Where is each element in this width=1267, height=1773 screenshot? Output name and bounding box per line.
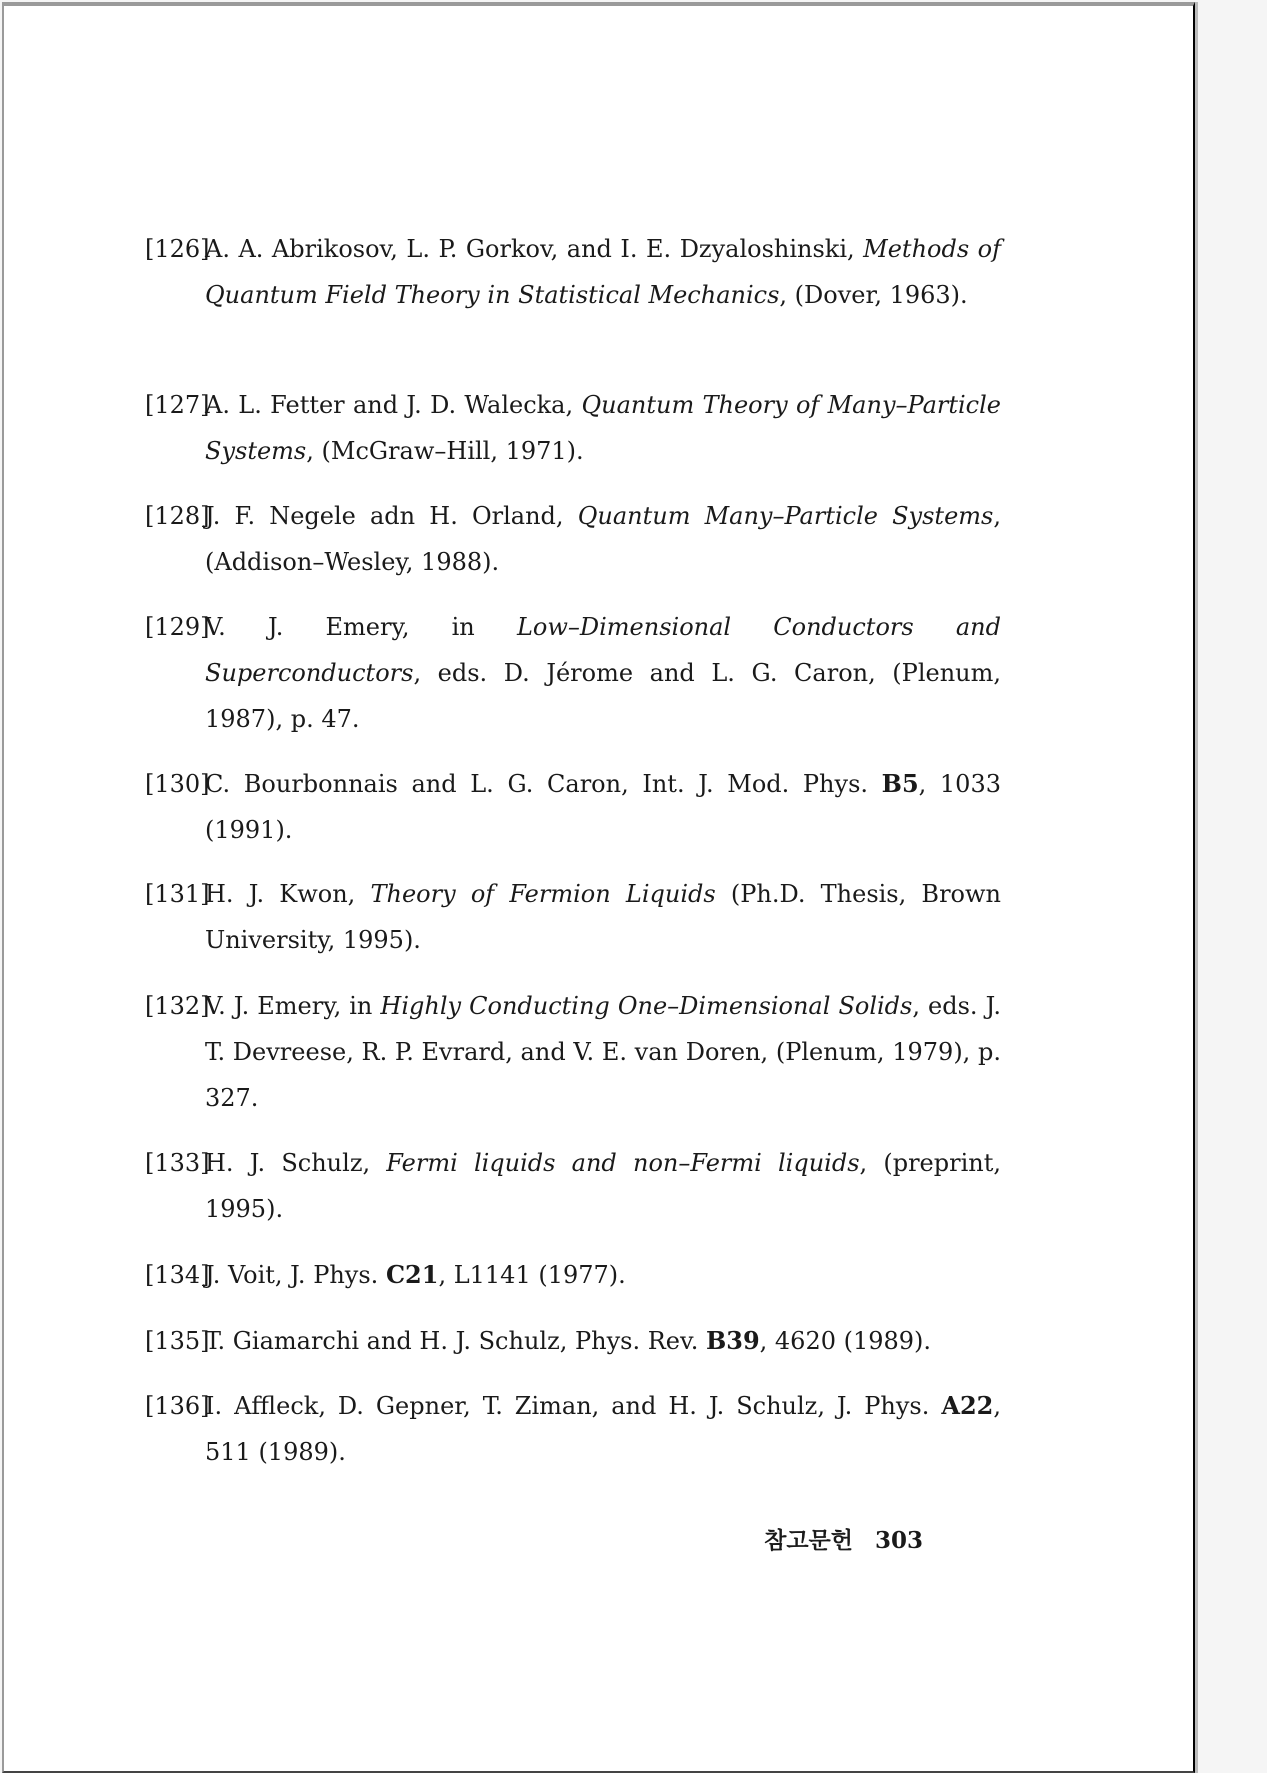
reference-segment: V. J. Emery, in <box>205 992 381 1020</box>
reference-entry <box>145 871 1001 963</box>
reference-title: Quantum Many–Particle Systems <box>577 502 994 530</box>
volume-number: A22 <box>941 1391 994 1420</box>
reference-entry <box>145 382 1001 474</box>
reference-title: Highly Conducting One–Dimensional Solids <box>380 992 913 1020</box>
reference-number: [126] <box>145 235 210 263</box>
reference-entry <box>145 1252 1001 1298</box>
reference-text <box>145 1252 1001 1298</box>
reference-text <box>145 983 1001 1121</box>
reference-entry <box>145 761 1001 853</box>
reference-segment: J. Voit, J. Phys. <box>205 1261 386 1289</box>
reference-text <box>145 493 1001 585</box>
reference-entry <box>145 983 1001 1121</box>
reference-segment: A. A. Abrikosov, L. P. Gorkov, and I. E. Dzyaloshinski, <box>205 235 864 263</box>
reference-title: Quantum Theory of Many–Particle Systems <box>205 391 1001 465</box>
reference-title: Theory of Fermion Liquids <box>370 880 716 908</box>
reference-segment: J. F. Negele adn H. Orland, <box>205 502 578 530</box>
reference-entry <box>145 493 1001 585</box>
reference-number: [133] <box>145 1149 210 1177</box>
reference-text <box>145 761 1001 853</box>
reference-title: Low–Dimensional Conductors and Superconductors <box>205 613 1001 687</box>
reference-number: [129] <box>145 613 210 641</box>
reference-segment: , (McGraw–Hill, 1971). <box>306 437 584 465</box>
reference-segment: C. Bourbonnais and L. G. Caron, Int. J. Mod. Phys. <box>205 770 882 798</box>
reference-text <box>145 1318 1001 1364</box>
reference-title: Methods of Quantum Field Theory in Statistical Mechanics <box>205 235 1001 309</box>
reference-entry <box>145 1383 1001 1475</box>
reference-segment: A. L. Fetter and J. D. Walecka, <box>205 391 582 419</box>
reference-text <box>145 1140 1001 1232</box>
volume-number: B39 <box>705 1326 760 1355</box>
reference-text <box>145 382 1001 474</box>
reference-number: [130] <box>145 770 210 798</box>
reference-segment: (Ph.D. Thesis, Brown University, 1995). <box>205 880 1001 954</box>
reference-segment: H. J. Kwon, <box>205 880 371 908</box>
reference-segment: V. J. Emery, in <box>205 613 517 641</box>
reference-text <box>145 226 1001 318</box>
reference-segment: , (preprint, 1995). <box>205 1149 1002 1223</box>
reference-segment: T. Giamarchi and H. J. Schulz, Phys. Rev. <box>205 1327 706 1355</box>
volume-number: C21 <box>385 1260 439 1289</box>
reference-segment: I. Affleck, D. Gepner, T. Ziman, and H. J. Schulz, J. Phys. <box>205 1392 942 1420</box>
document-page <box>2 2 1195 1773</box>
reference-text <box>145 1383 1001 1475</box>
reference-number: [136] <box>145 1392 210 1420</box>
reference-segment: , 4620 (1989). <box>759 1327 932 1355</box>
reference-segment: , (Dover, 1963). <box>779 281 968 309</box>
reference-number: [127] <box>145 391 210 419</box>
reference-number: [131] <box>145 880 210 908</box>
reference-number: [134] <box>145 1261 210 1289</box>
reference-segment: , 1033 (1991). <box>205 770 1001 844</box>
reference-entry <box>145 1318 1001 1364</box>
reference-entry <box>145 1140 1001 1232</box>
page-footer <box>764 1522 923 1555</box>
volume-number: B5 <box>881 769 919 798</box>
reference-segment: , (Addison–Wesley, 1988). <box>205 502 1001 576</box>
reference-number: [128] <box>145 502 210 530</box>
reference-segment: , eds. D. Jérome and L. G. Caron, (Plenum, 1987), p. 47. <box>205 659 1001 733</box>
reference-title: Fermi liquids and non–Fermi liquids <box>386 1149 860 1177</box>
footer-section-title: 참고문헌 <box>764 1527 853 1554</box>
reference-segment: , L1141 (1977). <box>438 1261 626 1289</box>
reference-entry <box>145 226 1001 318</box>
page-number: 303 <box>874 1527 923 1554</box>
reference-segment: H. J. Schulz, <box>205 1149 387 1177</box>
reference-segment: , eds. J. T. Devreese, R. P. Evrard, and V. E. van Doren, (Plenum, 1979), p. 327. <box>205 992 1001 1112</box>
reference-segment: , 511 (1989). <box>205 1392 1001 1466</box>
reference-number: [135] <box>145 1327 210 1355</box>
reference-text <box>145 871 1001 963</box>
reference-number: [132] <box>145 992 210 1020</box>
reference-entry <box>145 604 1001 742</box>
reference-text <box>145 604 1001 742</box>
